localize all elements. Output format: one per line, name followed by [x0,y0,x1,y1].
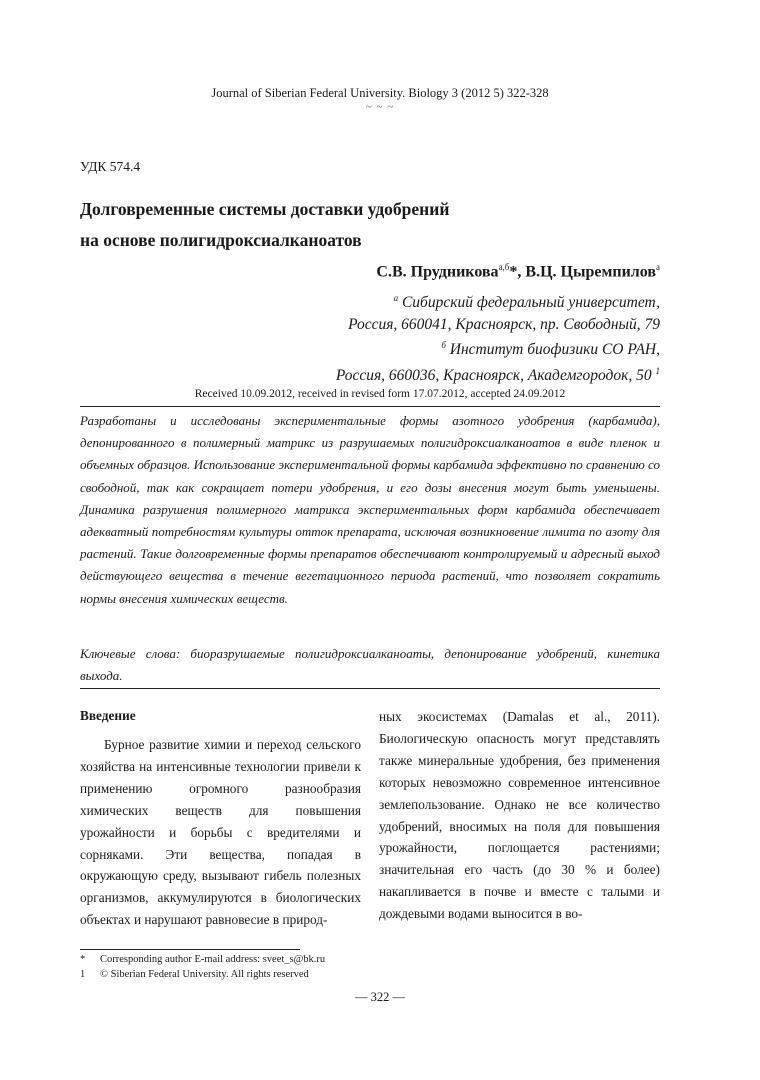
author-2-affiliation-mark: а [656,262,660,272]
body-column-right [379,706,660,925]
corresponding-star: * [509,263,518,281]
footnote-corresponding [80,953,580,968]
affiliation-a-line-1: $^а$ Сибирский федеральный университет, [393,293,660,312]
title-line-2: на основе полигидроксиалканоатов [80,230,362,250]
received-dates: Received 10.09.2012, received in revised form 17.07.2012, accepted 24.09.2012 [194,388,566,400]
body-column-left [80,706,361,931]
intro-paragraph-right: ных экосистемах (Damalas et al., 2011). Биологическую опасность могут представлять также минеральные удобрения, без применения которых невозможно современное интенсивное землепользование. Однако не все количество удобрений, вносимых на поля для повышения урожайности, поглощается растениями; значительная его часть (до 30 % и более) накапливается в почве и вместе с талыми и дождевыми водами выносится в во- [379,709,660,922]
author-2: В.Ц. Цыремпилов [525,263,656,281]
keywords-bottom-rule [80,688,660,689]
affiliation-a-mark: а [393,293,399,303]
footnote-1-mark: 1 [655,365,660,376]
affiliations [336,288,660,386]
footnote-text: © Siberian Federal University. All rights reserved [100,968,309,980]
footnote-mark: * [80,954,86,965]
intro-paragraph-left: Бурное развитие химии и переход сельского хозяйства на интенсивные технологии привели к применению огромного разнообразия химических веществ для повышения урожайности и борьбы с вредителями и сорняками. Эти вещества, попадая в окружающую среду, вызывают гибель полезных организмов, аккумулируются в биологических объектах и нарушают равновесие в природ- [80,737,361,928]
affiliation-b-line-1: $^б$ Институт биофизики СО РАН, [441,340,660,359]
affiliation-b-mark: б [441,340,446,351]
footnote-copyright [80,968,580,983]
header-ornament: ~ ~ ~ [365,101,395,113]
section-heading-introduction: Введение [80,708,136,723]
article-title [80,194,680,256]
footnote-mark: 1 [80,968,86,980]
author-1-affiliation-mark: а,б [498,262,510,272]
page-number: — 322 — [355,990,405,1004]
footnotes [80,953,580,982]
affiliation-b-line-2: Россия, 660036, Красноярск, Академгородок, 50 $^1$ [335,365,660,384]
keywords: Ключевые слова: биоразрушаемые полигидроксиалканоаты, депонирование удобрений, кинетика выхода. [80,646,660,683]
abstract-text: Разработаны и исследованы экспериментальные формы азотного удобрения (карбамида), депонированного в полимерный матрикс из разрушаемых полигидроксиалканоатов в виде пленок и объемных образцов. Использование экспериментальной формы карбамида эффективно по сравнению со свободной, так как сокращает потери удобрения, и его дозы внесения могут быть уменьшены. Динамика разрушения полимерного матрикса экспериментальных форм карбамида обеспечивает адекватный потребностям культуры отток препарата, исключая возникновение лимита по азоту для растений. Такие долговременные формы препаратов обеспечивают контролируемый и адресный выход действующего вещества в течение вегетационного периода растений, что позволяет сократить нормы внесения химических веществ. [80,413,660,606]
author-1: С.В. Прудникова [376,263,499,281]
journal-header: Journal of Siberian Federal University. Biology 3 (2012 5) 322-328 [211,86,549,100]
abstract-top-rule [80,406,660,407]
footnote-text: Corresponding author E-mail address: sveet_s@bk.ru [100,954,326,965]
footnote-rule [80,949,300,950]
title-line-1: Долговременные системы доставки удобрений [80,199,450,219]
authors-line: С.В. Прудникова$^{а,б}$*, В.Ц. Цыремпилов$^а$ [376,262,660,281]
udc-code: УДК 574.4 [80,159,141,174]
affiliation-a-line-2: Россия, 660041, Красноярск, пр. Свободный, 79 [348,315,660,333]
